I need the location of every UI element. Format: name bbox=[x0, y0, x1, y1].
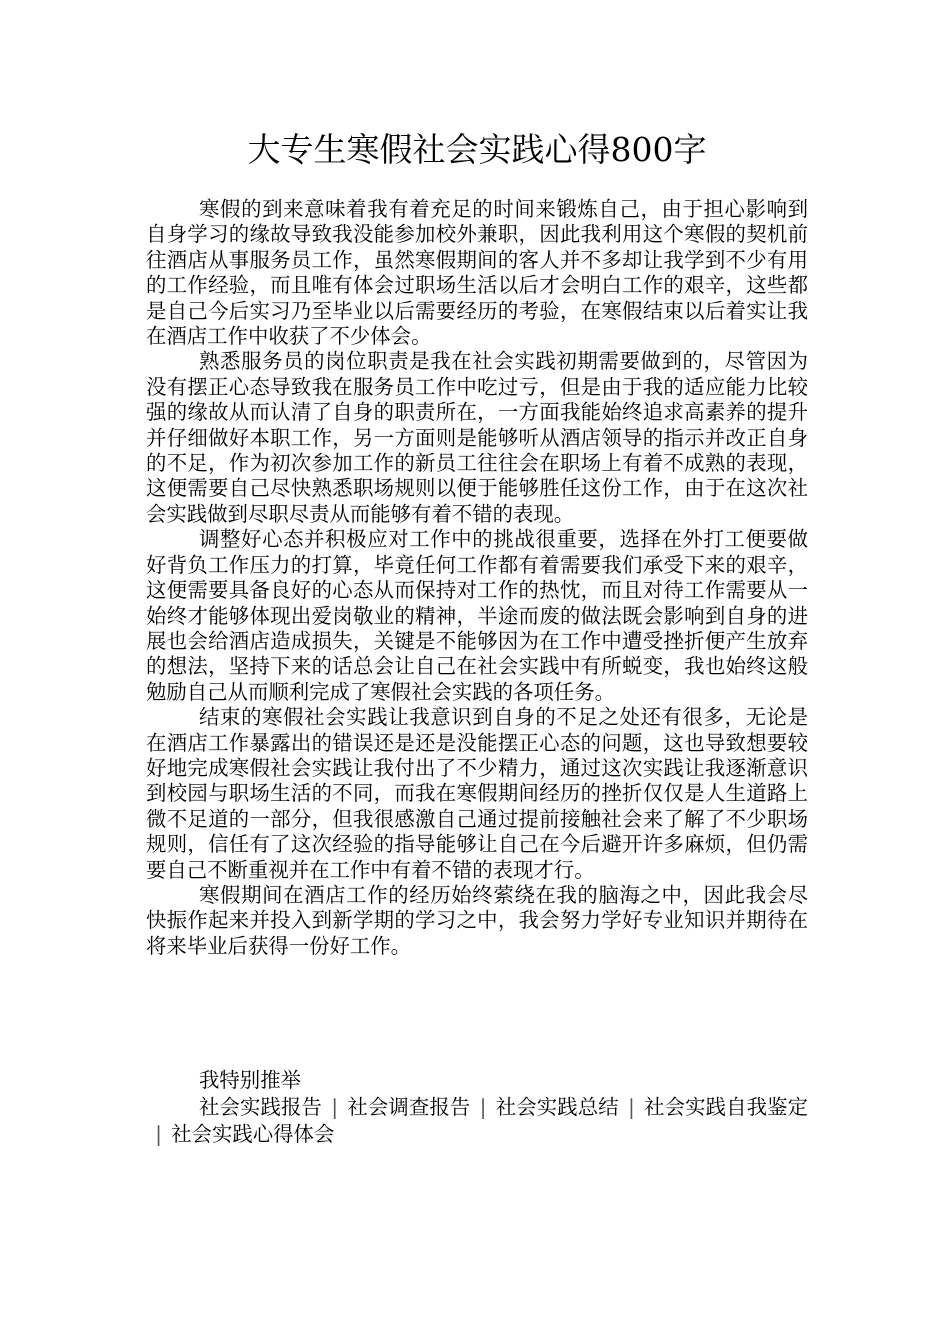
link-separator: | bbox=[331, 1095, 339, 1119]
link-social-practice-self-evaluation[interactable]: 社会实践自我鉴定 bbox=[644, 1095, 809, 1119]
link-social-practice-reflection[interactable]: 社会实践心得体会 bbox=[171, 1122, 335, 1146]
paragraph: 结束的寒假社会实践让我意识到自身的不足之处还有很多，无论是在酒店工作暴露出的错误还是还是没能摆正心态的问题，这也导致想要较好地完成寒假社会实践让我付出了不少精力，通过这次实践让我逐渐意识到校园与职场生活的不同，而我在寒假期间经历的挫折仅仅是人生道路上微不足道的一部分，但我很感激自己通过提前接触社会来了解了不少职场规则，信任有了这次经验的指导能够让自己在今后避开许多麻烦，但仍需要自己不断重视并在工作中有着不错的表现才行。 bbox=[146, 705, 808, 882]
paragraph: 寒假的到来意味着我有着充足的时间来锻炼自己，由于担心影响到自身学习的缘故导致我没能参加校外兼职，因此我利用这个寒假的契机前往酒店从事服务员工作，虽然寒假期间的客人并不多却让我学到不少有用的工作经验，而且唯有体会过职场生活以后才会明白工作的艰辛，这些都是自己今后实习乃至毕业以后需要经历的考验，在寒假结束以后着实让我在酒店工作中收获了不少体会。 bbox=[146, 197, 808, 349]
recommend-label: 我特别推举 bbox=[199, 1068, 301, 1092]
document-page bbox=[146, 0, 808, 1344]
paragraph: 熟悉服务员的岗位职责是我在社会实践初期需要做到的，尽管因为没有摆正心态导致我在服务员工作中吃过亏，但是由于我的适应能力比较强的缘故从而认清了自身的职责所在，一方面我能始终追求高素养的提升并仔细做好本职工作，另一方面则是能够听从酒店领导的指示并改正自身的不足，作为初次参加工作的新员工往往会在职场上有着不成熟的表现，这便需要自己尽快熟悉职场规则以便于能够胜任这份工作，由于在这次社会实践做到尽职尽责从而能够有着不错的表现。 bbox=[146, 349, 808, 526]
link-separator: | bbox=[155, 1122, 163, 1146]
document-body bbox=[146, 197, 808, 959]
related-links bbox=[146, 1094, 808, 1148]
document-title: 大专生寒假社会实践心得800字 bbox=[247, 130, 707, 169]
link-social-survey-report[interactable]: 社会调查报告 bbox=[347, 1095, 471, 1119]
recommend-section bbox=[146, 1068, 808, 1093]
paragraph: 寒假期间在酒店工作的经历始终萦绕在我的脑海之中，因此我会尽快振作起来并投入到新学期的学习之中，我会努力学好专业知识并期待在将来毕业后获得一份好工作。 bbox=[146, 882, 808, 958]
paragraph: 调整好心态并积极应对工作中的挑战很重要，选择在外打工便要做好背负工作压力的打算，毕竟任何工作都有着需要我们承受下来的艰辛，这便需要具备良好的心态从而保持对工作的热忱，而且对待工作需要从一始终才能够体现出爱岗敬业的精神，半途而废的做法既会影响到自身的进展也会给酒店造成损失，关键是不能够因为在工作中遭受挫折便产生放弃的想法，坚持下来的话总会让自己在社会实践中有所蜕变，我也始终这般勉励自己从而顺利完成了寒假社会实践的各项任务。 bbox=[146, 527, 808, 704]
link-separator: | bbox=[479, 1095, 487, 1119]
link-separator: | bbox=[627, 1095, 635, 1119]
link-social-practice-report[interactable]: 社会实践报告 bbox=[199, 1095, 323, 1119]
link-social-practice-summary[interactable]: 社会实践总结 bbox=[495, 1095, 619, 1119]
